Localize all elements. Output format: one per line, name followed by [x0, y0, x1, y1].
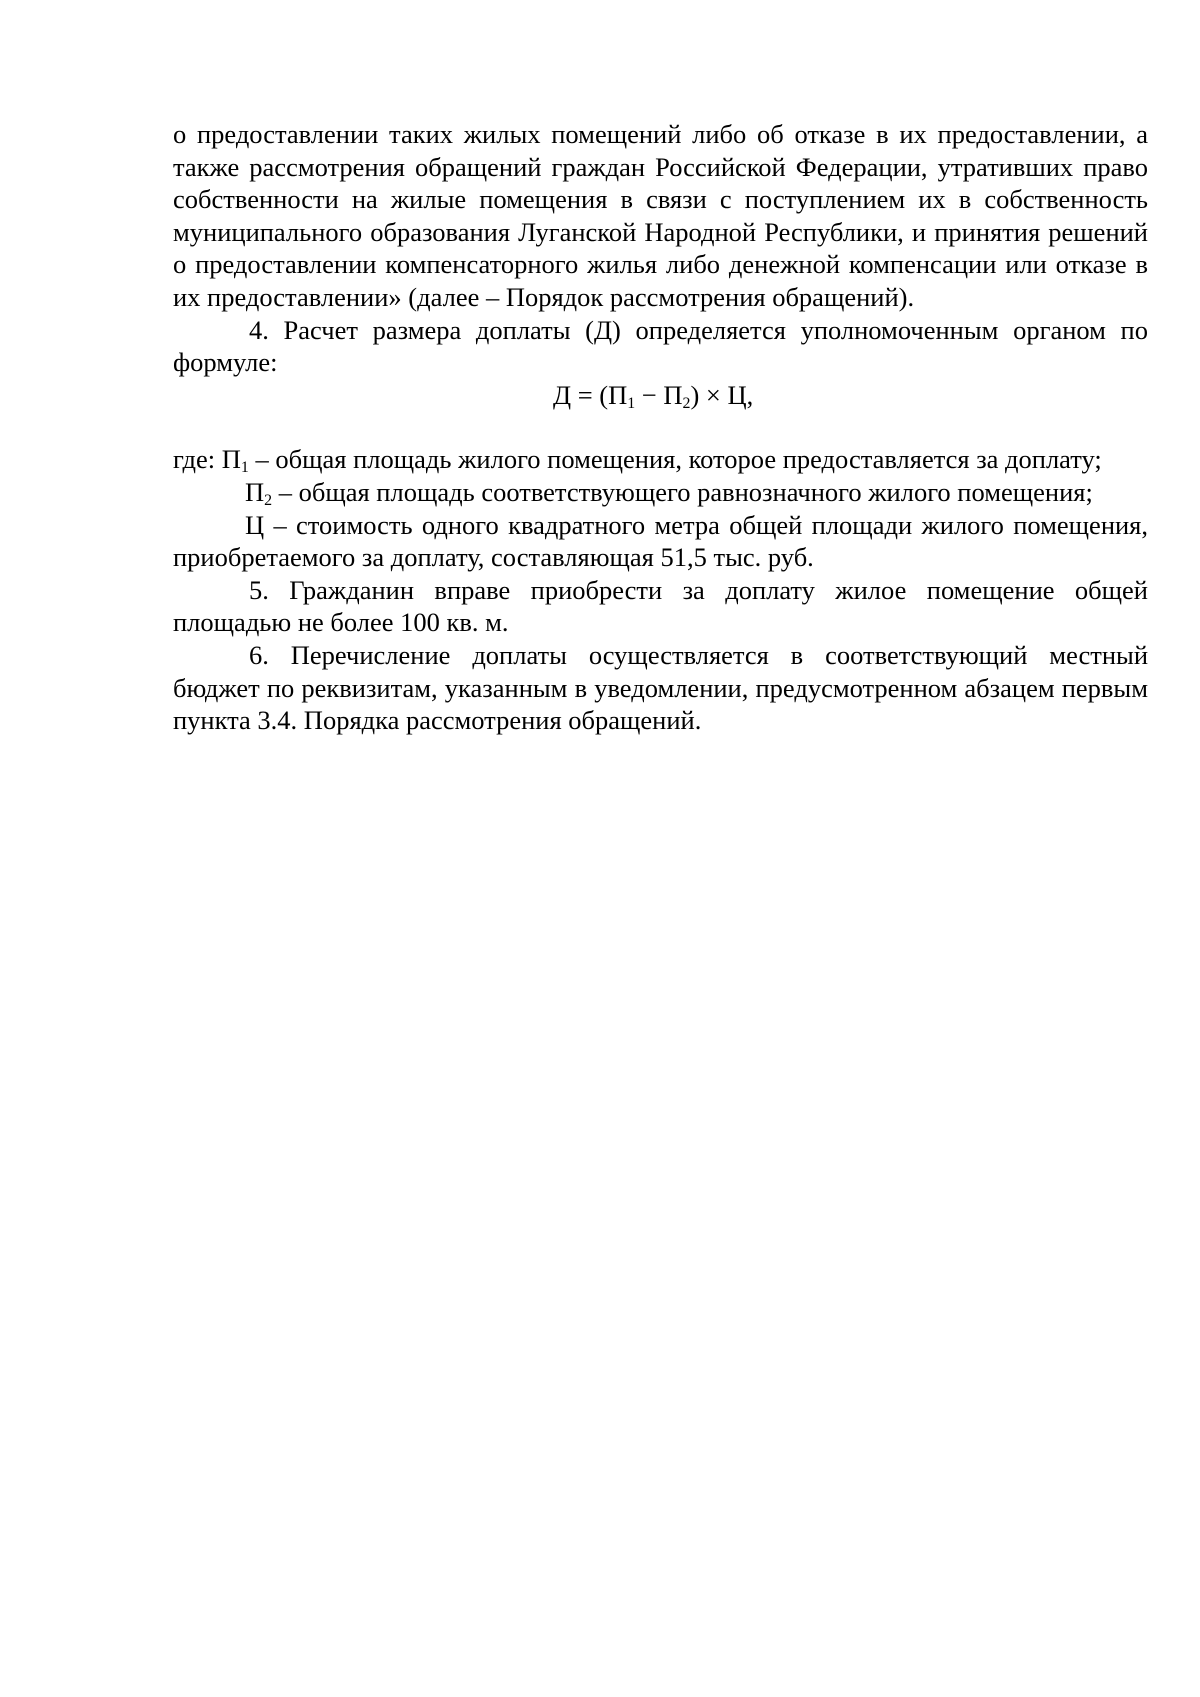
formula-spacing — [173, 411, 1148, 443]
definition-c: Ц – стоимость одного квадратного метра общей площади жилого помещения, приобретаемого за доплату, составляющая 51,5 тыс. руб. — [173, 509, 1148, 573]
definition-p2-subscript: 2 — [264, 491, 273, 509]
definition-p1-symbol: где: П — [173, 444, 241, 475]
formula-right: ) × Ц, — [690, 379, 754, 410]
definition-p2-symbol: П — [245, 476, 265, 507]
formula-subscript-1: 1 — [627, 394, 636, 412]
paragraph-item-5: 5. Гражданин вправе приобрести за доплату жилое помещение общей площадью не более 100 кв. м. — [173, 574, 1148, 638]
definition-p1 — [173, 443, 1148, 476]
paragraph-item-6: 6. Перечисление доплаты осуществляется в соответствующий местный бюджет по реквизитам, указанным в уведомлении, предусмотренном абзацем первым пункта 3.4. Порядка рассмотрения обращений. — [173, 639, 1148, 736]
paragraph-item-4: 4. Расчет размера доплаты (Д) определяется уполномоченным органом по формуле: — [173, 314, 1148, 378]
definition-p1-subscript: 1 — [240, 459, 249, 477]
definition-p1-text: – общая площадь жилого помещения, которое предоставляется за доплату; — [248, 444, 1102, 475]
paragraph-procedure-continuation: о предоставлении таких жилых помещений либо об отказе в их предоставлении, а также рассмотрения обращений граждан Российской Федерации, утративших право собственности на жилые помещения в связи с поступлением их в собственность муниципального образования Луганской Народной Республики, и принятия решений о предоставлении компенсаторного жилья либо денежной компенсации или отказе в их предоставлении» (далее – Порядок рассмотрения обращений). — [173, 119, 1148, 312]
definition-p2-text: – общая площадь соответствующего равнозначного жилого помещения; — [272, 476, 1093, 507]
definition-p2 — [173, 476, 1148, 509]
formula-middle: − П — [635, 379, 683, 410]
document-body — [173, 118, 1148, 737]
formula — [173, 379, 1148, 412]
formula-left: Д = (П — [553, 379, 628, 410]
formula-subscript-2: 2 — [682, 394, 691, 412]
